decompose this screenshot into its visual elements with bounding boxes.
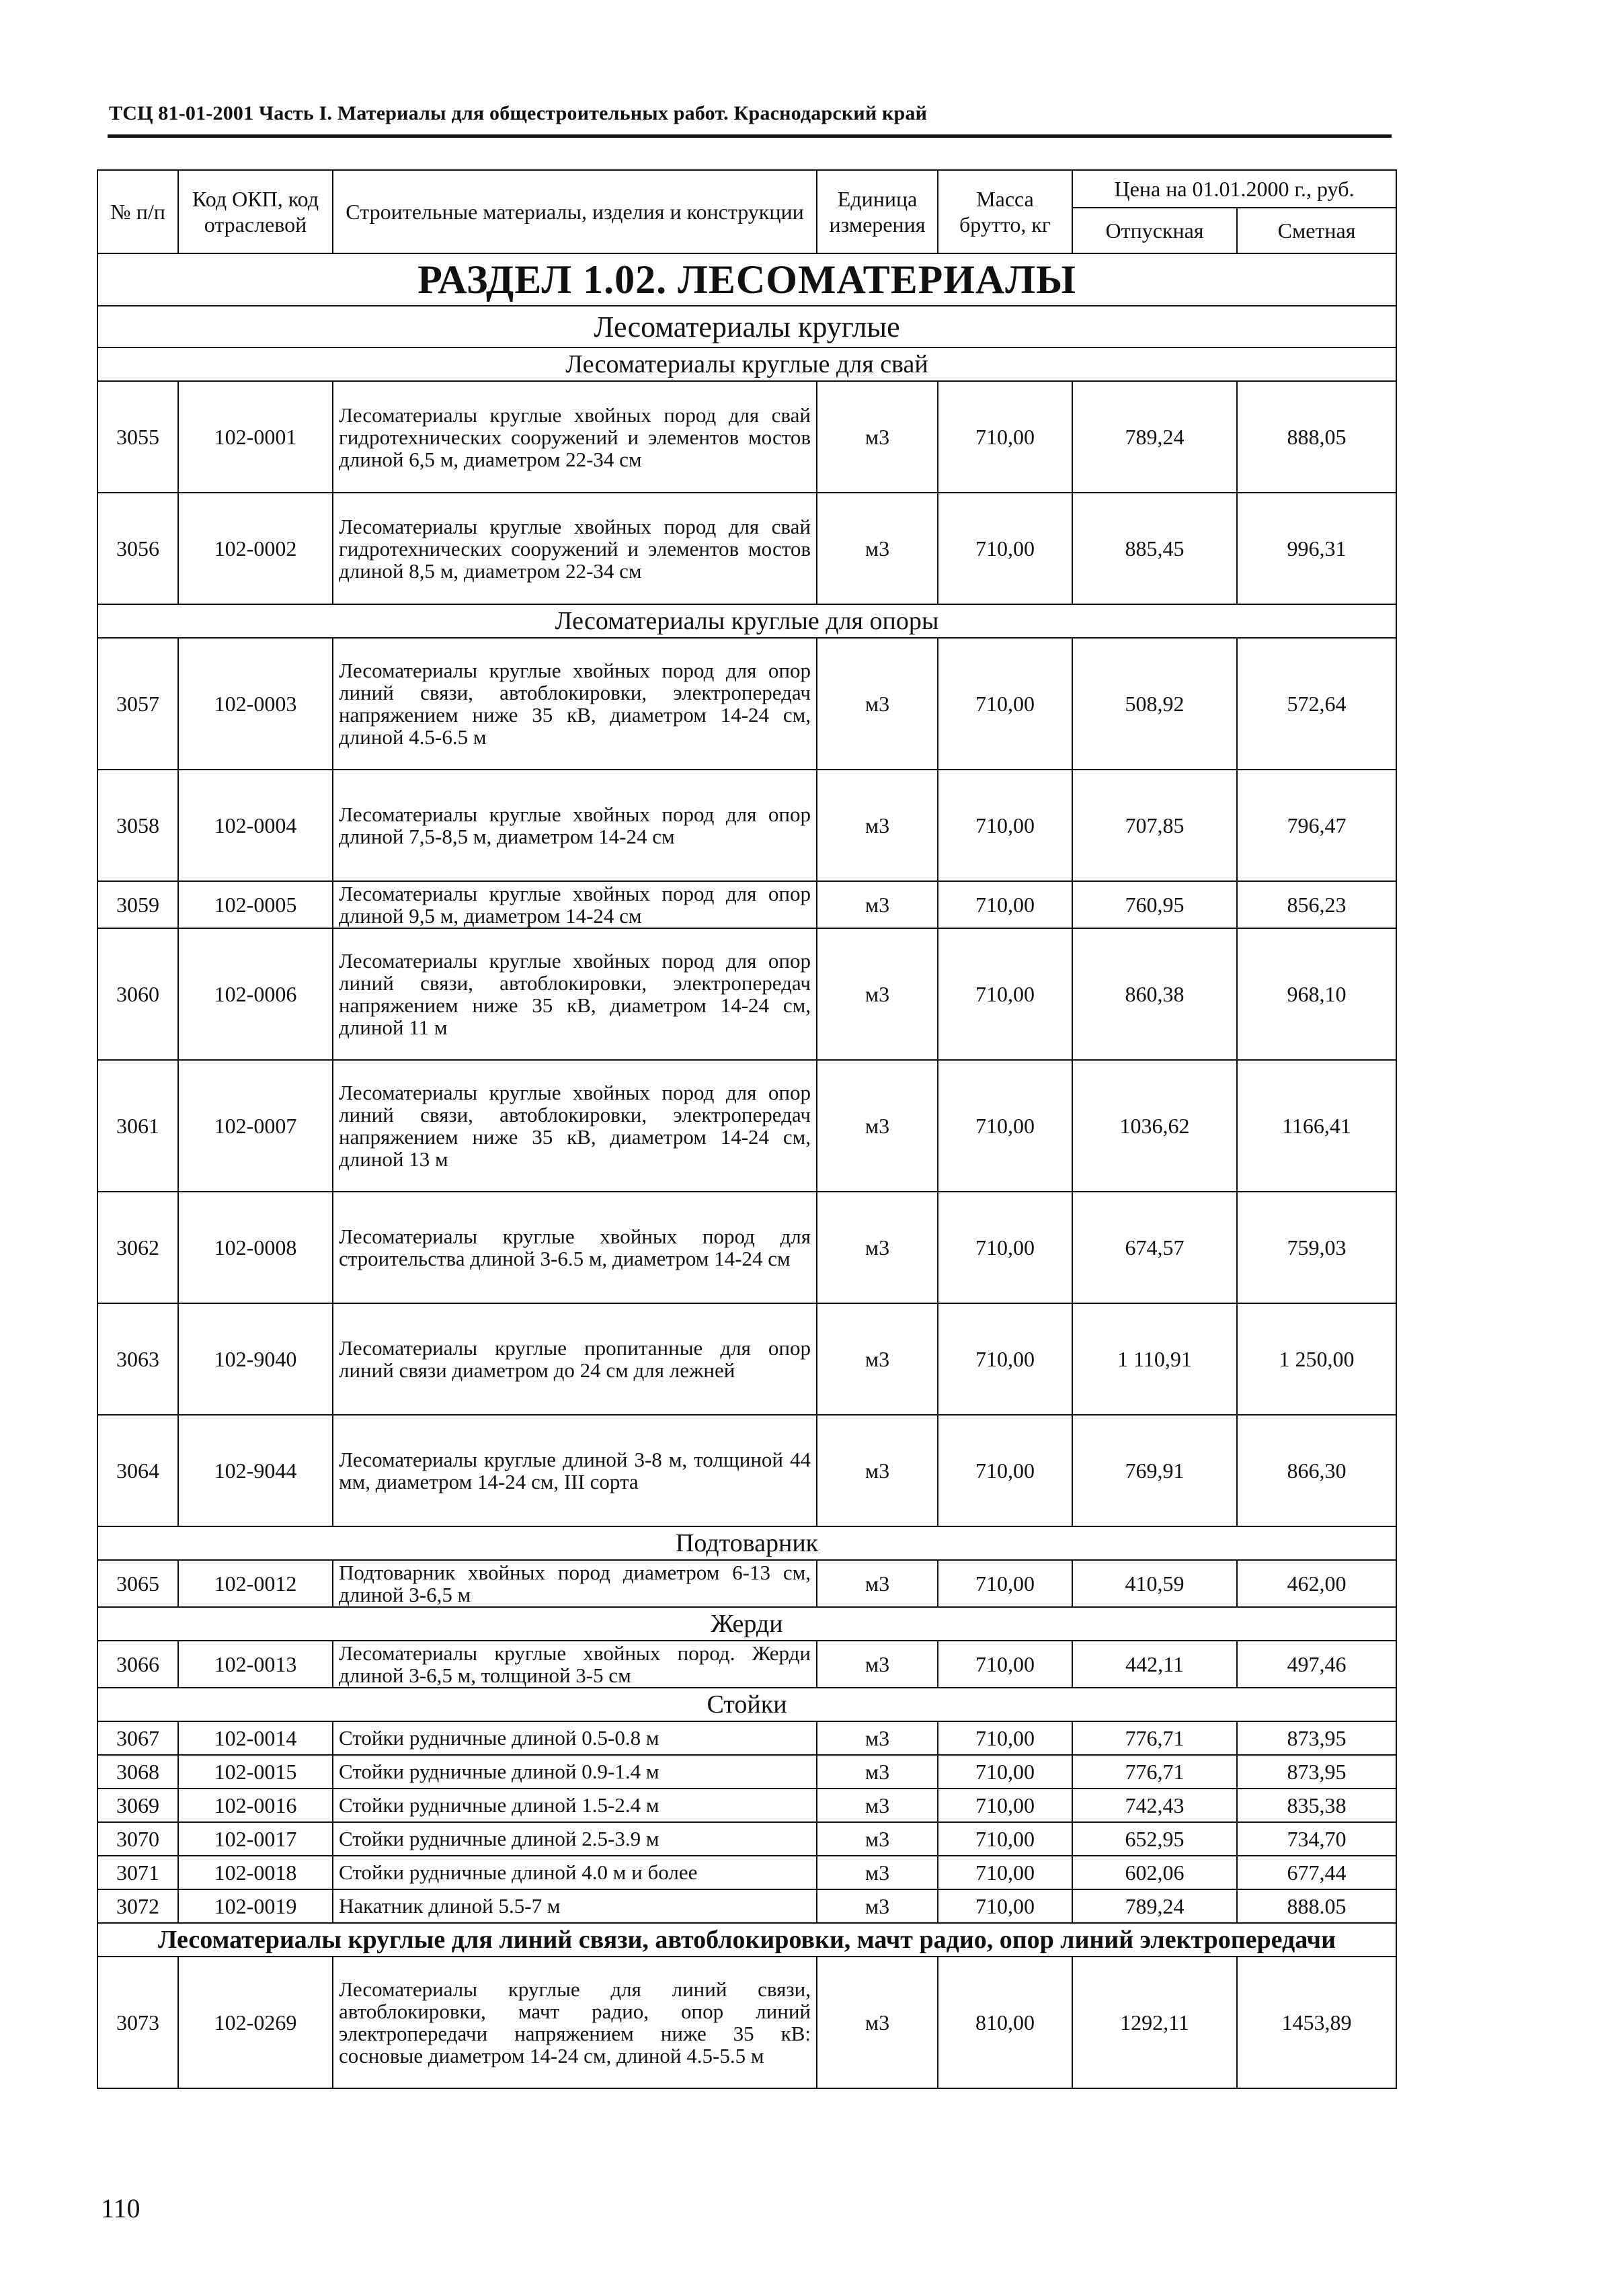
cell-code: 102-0016 (178, 1789, 333, 1822)
cell-name: Лесоматериалы круглые хвойных пород для строительства длиной 3-6.5 м, диаметром 14-24 см (333, 1192, 817, 1303)
cell-release-price: 707,85 (1072, 770, 1237, 881)
cell-name: Лесоматериалы круглые хвойных пород для опор длиной 9,5 м, диаметром 14-24 см (333, 881, 817, 928)
cell-unit: м3 (817, 1822, 938, 1856)
cell-mass: 710,00 (938, 1721, 1072, 1755)
cell-num: 3056 (97, 493, 178, 604)
cell-estimate-price: 873,95 (1237, 1755, 1396, 1789)
cell-name: Лесоматериалы круглые хвойных пород для опор линий связи, автоблокировки, электропередач напряжением ниже 35 кВ, диаметром 14-24 см, длиной 11 м (333, 928, 817, 1060)
cell-num: 3065 (97, 1560, 178, 1607)
table-body (97, 253, 1396, 2088)
cell-code: 102-0018 (178, 1856, 333, 1889)
cell-code: 102-0019 (178, 1889, 333, 1923)
col-num-header: № п/п (97, 170, 178, 253)
cell-code: 102-0012 (178, 1560, 333, 1607)
cell-unit: м3 (817, 1721, 938, 1755)
cell-estimate-price: 888,05 (1237, 381, 1396, 493)
table-row (97, 1641, 1396, 1688)
table-row (97, 1957, 1396, 2088)
cell-num: 3067 (97, 1721, 178, 1755)
cell-unit: м3 (817, 1856, 938, 1889)
cell-release-price: 742,43 (1072, 1789, 1237, 1822)
cell-name: Стойки рудничные длиной 2.5-3.9 м (333, 1822, 817, 1856)
cell-estimate-price: 856,23 (1237, 881, 1396, 928)
cell-name: Лесоматериалы круглые хвойных пород. Жерди длиной 3-6,5 м, толщиной 3-5 см (333, 1641, 817, 1688)
cell-unit: м3 (817, 1192, 938, 1303)
cell-name: Стойки рудничные длиной 0.9-1.4 м (333, 1755, 817, 1789)
cell-estimate-price: 572,64 (1237, 638, 1396, 770)
cell-num: 3073 (97, 1957, 178, 2088)
cell-name: Лесоматериалы круглые хвойных пород для опор линий связи, автоблокировки, электропередач напряжением ниже 35 кВ, диаметром 14-24 см, длиной 4.5-6.5 м (333, 638, 817, 770)
cell-num: 3057 (97, 638, 178, 770)
cell-name: Лесоматериалы круглые пропитанные для опор линий связи диаметром до 24 см для лежней (333, 1303, 817, 1415)
cell-num: 3070 (97, 1822, 178, 1856)
cell-num: 3058 (97, 770, 178, 881)
cell-release-price: 674,57 (1072, 1192, 1237, 1303)
cell-code: 102-9044 (178, 1415, 333, 1526)
cell-code: 102-0001 (178, 381, 333, 493)
table-row (97, 493, 1396, 604)
cell-code: 102-0004 (178, 770, 333, 881)
group-title: Лесоматериалы круглые (97, 306, 1396, 347)
col-unit-header: Единица измерения (817, 170, 938, 253)
table-row (97, 1415, 1396, 1526)
cell-mass: 710,00 (938, 1560, 1072, 1607)
cell-code: 102-0005 (178, 881, 333, 928)
cell-estimate-price: 835,38 (1237, 1789, 1396, 1822)
cell-name: Накатник длиной 5.5-7 м (333, 1889, 817, 1923)
cell-mass: 710,00 (938, 1822, 1072, 1856)
cell-estimate-price: 734,70 (1237, 1822, 1396, 1856)
cell-unit: м3 (817, 381, 938, 493)
cell-name: Подтоварник хвойных пород диаметром 6-13 см, длиной 3-6,5 м (333, 1560, 817, 1607)
col-code-header: Код ОКП, код отраслевой (178, 170, 333, 253)
cell-num: 3061 (97, 1060, 178, 1192)
cell-mass: 710,00 (938, 493, 1072, 604)
cell-unit: м3 (817, 1957, 938, 2088)
cell-name: Лесоматериалы круглые хвойных пород для свай гидротехнических сооружений и элементов мостов длиной 6,5 м, диаметром 22-34 см (333, 381, 817, 493)
cell-name: Лесоматериалы круглые хвойных пород для свай гидротехнических сооружений и элементов мостов длиной 8,5 м, диаметром 22-34 см (333, 493, 817, 604)
page-number: 110 (101, 2193, 141, 2223)
table-row (97, 381, 1396, 493)
cell-code: 102-9040 (178, 1303, 333, 1415)
cell-name: Лесоматериалы круглые для линий связи, автоблокировки, мачт радио, опор линий электропередачи напряжением ниже 35 кВ: сосновые диаметром 14-24 см, длиной 4.5-5.5 м (333, 1957, 817, 2088)
cell-release-price: 1036,62 (1072, 1060, 1237, 1192)
cell-code: 102-0013 (178, 1641, 333, 1688)
table-row (97, 638, 1396, 770)
cell-estimate-price: 1166,41 (1237, 1060, 1396, 1192)
cell-unit: м3 (817, 1415, 938, 1526)
table-row (97, 881, 1396, 928)
cell-mass: 710,00 (938, 1889, 1072, 1923)
cell-release-price: 410,59 (1072, 1560, 1237, 1607)
cell-release-price: 1 110,91 (1072, 1303, 1237, 1415)
cell-code: 102-0015 (178, 1755, 333, 1789)
cell-unit: м3 (817, 1560, 938, 1607)
cell-estimate-price: 796,47 (1237, 770, 1396, 881)
cell-num: 3060 (97, 928, 178, 1060)
col-mass-header: Масса брутто, кг (938, 170, 1072, 253)
table-row (97, 770, 1396, 881)
cell-code: 102-0007 (178, 1060, 333, 1192)
subgroup-title: Лесоматериалы круглые для опоры (97, 604, 1396, 638)
cell-code: 102-0006 (178, 928, 333, 1060)
cell-name: Лесоматериалы круглые хвойных пород для опор длиной 7,5-8,5 м, диаметром 14-24 см (333, 770, 817, 881)
cell-mass: 710,00 (938, 1856, 1072, 1889)
cell-estimate-price: 1453,89 (1237, 1957, 1396, 2088)
section-title: РАЗДЕЛ 1.02. ЛЕСОМАТЕРИАЛЫ (97, 253, 1396, 306)
cell-mass: 710,00 (938, 881, 1072, 928)
cell-num: 3069 (97, 1789, 178, 1822)
cell-mass: 710,00 (938, 1303, 1072, 1415)
table-row (97, 1060, 1396, 1192)
cell-unit: м3 (817, 638, 938, 770)
cell-estimate-price: 888.05 (1237, 1889, 1396, 1923)
cell-release-price: 860,38 (1072, 928, 1237, 1060)
cell-num: 3059 (97, 881, 178, 928)
subgroup-title: Лесоматериалы круглые для линий связи, автоблокировки, мачт радио, опор линий электропередачи (97, 1923, 1396, 1957)
cell-name: Стойки рудничные длиной 1.5-2.4 м (333, 1789, 817, 1822)
cell-unit: м3 (817, 1755, 938, 1789)
cell-unit: м3 (817, 493, 938, 604)
cell-code: 102-0002 (178, 493, 333, 604)
cell-estimate-price: 462,00 (1237, 1560, 1396, 1607)
cell-release-price: 602,06 (1072, 1856, 1237, 1889)
cell-num: 3072 (97, 1889, 178, 1923)
col-name-header: Строительные материалы, изделия и конструкции (333, 170, 817, 253)
cell-unit: м3 (817, 928, 938, 1060)
cell-release-price: 508,92 (1072, 638, 1237, 770)
cell-num: 3071 (97, 1856, 178, 1889)
cell-num: 3066 (97, 1641, 178, 1688)
cell-release-price: 1292,11 (1072, 1957, 1237, 2088)
cell-mass: 710,00 (938, 638, 1072, 770)
table-row (97, 1789, 1396, 1822)
subgroup-title: Лесоматериалы круглые для свай (97, 347, 1396, 381)
cell-estimate-price: 497,46 (1237, 1641, 1396, 1688)
col-release-price-header: Отпускная (1072, 208, 1237, 253)
subgroup-title: Жерди (97, 1607, 1396, 1641)
materials-table (97, 169, 1397, 2089)
cell-num: 3055 (97, 381, 178, 493)
cell-code: 102-0008 (178, 1192, 333, 1303)
cell-release-price: 760,95 (1072, 881, 1237, 928)
cell-mass: 710,00 (938, 1755, 1072, 1789)
cell-code: 102-0014 (178, 1721, 333, 1755)
col-price-group-header: Цена на 01.01.2000 г., руб. (1072, 170, 1396, 208)
cell-unit: м3 (817, 1889, 938, 1923)
table-row (97, 1822, 1396, 1856)
cell-mass: 710,00 (938, 928, 1072, 1060)
cell-name: Стойки рудничные длиной 4.0 м и более (333, 1856, 817, 1889)
cell-name: Лесоматериалы круглые хвойных пород для опор линий связи, автоблокировки, электропередач напряжением ниже 35 кВ, диаметром 14-24 см, длиной 13 м (333, 1060, 817, 1192)
cell-release-price: 885,45 (1072, 493, 1237, 604)
cell-mass: 710,00 (938, 1415, 1072, 1526)
cell-mass: 710,00 (938, 1641, 1072, 1688)
cell-unit: м3 (817, 1641, 938, 1688)
cell-release-price: 776,71 (1072, 1755, 1237, 1789)
cell-unit: м3 (817, 770, 938, 881)
running-header: ТСЦ 81-01-2001 Часть I. Материалы для общестроительных работ. Краснодарский край (109, 102, 928, 124)
cell-unit: м3 (817, 881, 938, 928)
cell-num: 3062 (97, 1192, 178, 1303)
cell-mass: 710,00 (938, 1789, 1072, 1822)
cell-release-price: 789,24 (1072, 1889, 1237, 1923)
cell-name: Лесоматериалы круглые длиной 3-8 м, толщиной 44 мм, диаметром 14-24 см, III сорта (333, 1415, 817, 1526)
table-row (97, 1303, 1396, 1415)
cell-estimate-price: 996,31 (1237, 493, 1396, 604)
cell-num: 3063 (97, 1303, 178, 1415)
cell-mass: 710,00 (938, 381, 1072, 493)
cell-num: 3064 (97, 1415, 178, 1526)
cell-mass: 710,00 (938, 1192, 1072, 1303)
table-row (97, 1755, 1396, 1789)
cell-estimate-price: 866,30 (1237, 1415, 1396, 1526)
table-row (97, 1721, 1396, 1755)
cell-name: Стойки рудничные длиной 0.5-0.8 м (333, 1721, 817, 1755)
cell-release-price: 652,95 (1072, 1822, 1237, 1856)
cell-unit: м3 (817, 1789, 938, 1822)
table-row (97, 1889, 1396, 1923)
cell-release-price: 789,24 (1072, 381, 1237, 493)
cell-code: 102-0269 (178, 1957, 333, 2088)
cell-release-price: 442,11 (1072, 1641, 1237, 1688)
cell-mass: 710,00 (938, 770, 1072, 881)
cell-num: 3068 (97, 1755, 178, 1789)
table-row (97, 1192, 1396, 1303)
subgroup-title: Подтоварник (97, 1526, 1396, 1560)
cell-estimate-price: 1 250,00 (1237, 1303, 1396, 1415)
header-rule (108, 134, 1392, 138)
cell-release-price: 776,71 (1072, 1721, 1237, 1755)
cell-estimate-price: 873,95 (1237, 1721, 1396, 1755)
cell-code: 102-0017 (178, 1822, 333, 1856)
cell-mass: 710,00 (938, 1060, 1072, 1192)
table-row (97, 928, 1396, 1060)
col-estimate-price-header: Сметная (1237, 208, 1396, 253)
table-row (97, 1560, 1396, 1607)
subgroup-title: Стойки (97, 1688, 1396, 1721)
table-row (97, 1856, 1396, 1889)
cell-unit: м3 (817, 1303, 938, 1415)
cell-mass: 810,00 (938, 1957, 1072, 2088)
cell-release-price: 769,91 (1072, 1415, 1237, 1526)
cell-estimate-price: 677,44 (1237, 1856, 1396, 1889)
cell-unit: м3 (817, 1060, 938, 1192)
cell-estimate-price: 759,03 (1237, 1192, 1396, 1303)
cell-estimate-price: 968,10 (1237, 928, 1396, 1060)
cell-code: 102-0003 (178, 638, 333, 770)
